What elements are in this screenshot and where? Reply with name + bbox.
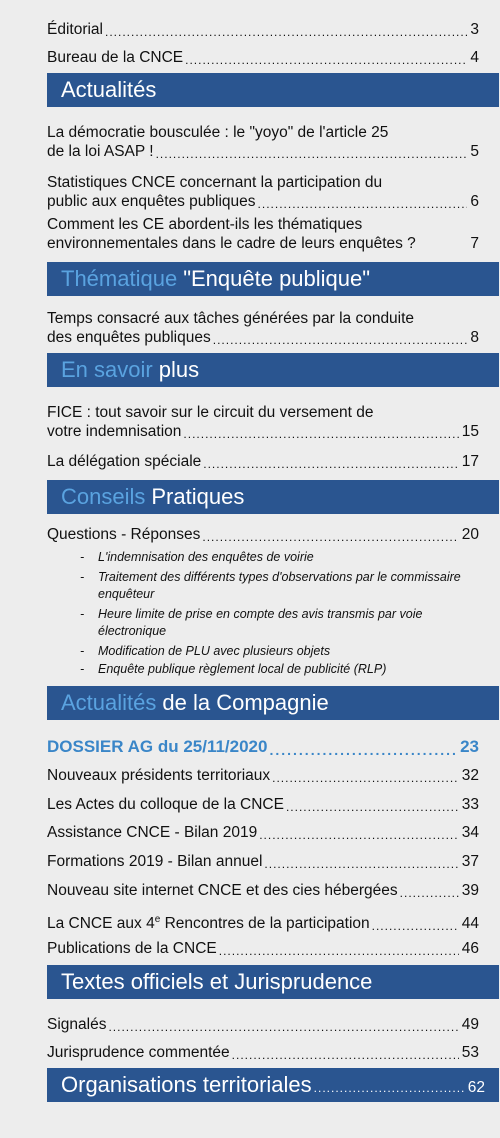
dash-bullet: - bbox=[80, 644, 85, 658]
entry-title: Assistance CNCE - Bilan 2019 bbox=[47, 824, 258, 841]
section-title: Actualités bbox=[61, 77, 157, 102]
entry-title: La CNCE aux 4e Rencontres de la participation bbox=[47, 914, 370, 933]
page-number: 33 bbox=[461, 796, 479, 813]
leader-dots bbox=[185, 53, 467, 67]
page-number: 32 bbox=[461, 767, 479, 784]
page-number: 5 bbox=[470, 143, 479, 160]
page-number: 15 bbox=[461, 423, 479, 440]
page-number: 62 bbox=[467, 1079, 485, 1096]
sub-entry-text: Heure limite de prise en compte des avis transmis par voie électronique bbox=[98, 607, 423, 638]
entry-title-line1: La démocratie bousculée : le "yoyo" de l'article 25 bbox=[47, 124, 389, 141]
entry-title: Éditorial bbox=[47, 21, 103, 38]
toc-entry-nouveau-site[interactable] bbox=[47, 881, 479, 900]
sub-entry-text: L'indemnisation des enquêtes de voirie bbox=[98, 550, 314, 564]
toc-entry-actes-colloque[interactable] bbox=[47, 795, 479, 814]
entry-title-line1: Statistiques CNCE concernant la participation du bbox=[47, 174, 383, 191]
toc-entry-temps-consacre[interactable] bbox=[47, 309, 479, 347]
toc-entry-formations[interactable] bbox=[47, 852, 479, 871]
entry-title-line2: public aux enquêtes publiques bbox=[47, 193, 256, 210]
dash-bullet: - bbox=[80, 607, 85, 621]
entry-title: Les Actes du colloque de la CNCE bbox=[47, 796, 284, 813]
page-number: 39 bbox=[461, 882, 479, 899]
page-number: 20 bbox=[461, 526, 479, 543]
leader-dots bbox=[372, 919, 459, 933]
leader-dots bbox=[272, 771, 459, 785]
leader-dots bbox=[232, 1048, 459, 1062]
page-number: 4 bbox=[470, 49, 479, 66]
entry-title: Publications de la CNCE bbox=[47, 940, 217, 957]
section-title: "Enquête publique" bbox=[183, 266, 371, 291]
section-title-light: Actualités bbox=[61, 690, 157, 715]
section-title: Organisations territoriales bbox=[61, 1072, 312, 1097]
page-number: 37 bbox=[461, 853, 479, 870]
leader-dots bbox=[264, 857, 458, 871]
page-number: 23 bbox=[460, 737, 479, 756]
entry-title-line2: de la loi ASAP ! bbox=[47, 143, 154, 160]
section-title: Textes officiels et Jurisprudence bbox=[61, 969, 373, 994]
section-header-organisations[interactable] bbox=[47, 1068, 499, 1102]
page-number: 53 bbox=[461, 1044, 479, 1061]
entry-title: Nouveaux présidents territoriaux bbox=[47, 767, 271, 784]
page-number: 7 bbox=[470, 235, 479, 252]
dash-bullet: - bbox=[80, 550, 85, 564]
section-title: Pratiques bbox=[151, 484, 245, 509]
entry-title-line2: votre indemnisation bbox=[47, 423, 182, 440]
section-header-textes-officiels bbox=[47, 965, 499, 999]
page-number: 6 bbox=[470, 193, 479, 210]
entry-title-line1: FICE : tout savoir sur le circuit du versement de bbox=[47, 404, 374, 421]
toc-entry-assistance[interactable] bbox=[47, 823, 479, 842]
entry-title: Signalés bbox=[47, 1016, 107, 1033]
leader-dots bbox=[183, 427, 458, 441]
page-number: 49 bbox=[461, 1016, 479, 1033]
section-header-en-savoir-plus bbox=[47, 353, 499, 387]
toc-entry-publications[interactable] bbox=[47, 939, 479, 958]
toc-entry-fice[interactable] bbox=[47, 403, 479, 441]
page-number: 17 bbox=[461, 453, 479, 470]
entry-title: Formations 2019 - Bilan annuel bbox=[47, 853, 263, 870]
toc-entry-thematiques-env[interactable] bbox=[47, 215, 479, 253]
section-title-light: En savoir bbox=[61, 357, 153, 382]
section-header-conseils-pratiques bbox=[47, 480, 499, 514]
toc-entry-questions-reponses[interactable] bbox=[47, 525, 479, 544]
page-number: 3 bbox=[470, 21, 479, 38]
page-number: 34 bbox=[461, 824, 479, 841]
section-title-light: Thématique bbox=[61, 266, 178, 291]
toc-entry-rencontres[interactable] bbox=[47, 910, 479, 933]
toc-entry-democratie[interactable] bbox=[47, 123, 479, 161]
toc-entry-jurisprudence[interactable] bbox=[47, 1043, 479, 1062]
section-header-actualites bbox=[47, 73, 499, 107]
toc-entry-bureau[interactable] bbox=[47, 48, 479, 67]
leader-dots bbox=[202, 530, 458, 544]
section-title-light: Conseils bbox=[61, 484, 146, 509]
leader-dots bbox=[219, 944, 459, 958]
section-header-thematique bbox=[47, 262, 499, 296]
entry-title: Jurisprudence commentée bbox=[47, 1044, 230, 1061]
section-header-actualites-compagnie bbox=[47, 686, 499, 720]
dash-bullet: - bbox=[80, 570, 85, 584]
leader-dots bbox=[108, 1020, 458, 1034]
leader-dots bbox=[203, 457, 458, 471]
toc-entry-editorial[interactable] bbox=[47, 20, 479, 39]
entry-title: Questions - Réponses bbox=[47, 526, 201, 543]
toc-entry-signales[interactable] bbox=[47, 1015, 479, 1034]
sub-entry-text: Modification de PLU avec plusieurs objets bbox=[98, 644, 331, 658]
toc-entry-presidents[interactable] bbox=[47, 766, 479, 785]
toc-entry-dossier-ag[interactable] bbox=[47, 737, 479, 757]
entry-title: Nouveau site internet CNCE et des cies hébergées bbox=[47, 882, 398, 899]
leader-dots bbox=[213, 333, 468, 347]
leader-dots bbox=[269, 743, 457, 757]
entry-title: DOSSIER AG du 25/11/2020 bbox=[47, 737, 268, 756]
dash-bullet: - bbox=[80, 662, 85, 676]
page-number: 44 bbox=[461, 915, 479, 933]
section-title: plus bbox=[158, 357, 200, 382]
entry-title-line1: Comment les CE abordent-ils les thématiques bbox=[47, 216, 363, 233]
entry-title: Bureau de la CNCE bbox=[47, 49, 184, 66]
leader-dots bbox=[286, 800, 459, 814]
leader-dots bbox=[156, 147, 468, 161]
toc-entry-statistiques[interactable] bbox=[47, 173, 479, 211]
entry-title: La délégation spéciale bbox=[47, 453, 202, 470]
page-number: 46 bbox=[461, 940, 479, 957]
section-title: de la Compagnie bbox=[162, 690, 329, 715]
entry-title-line2: environnementales dans le cadre de leurs enquêtes ? bbox=[47, 235, 416, 252]
sub-entry-text: Enquête publique règlement local de publicité (RLP) bbox=[98, 662, 387, 676]
sub-entry-text: Traitement des différents types d'observations par le commissaire enquêteur bbox=[98, 570, 461, 601]
entry-title-line1: Temps consacré aux tâches générées par la conduite bbox=[47, 310, 415, 327]
leader-dots bbox=[400, 886, 459, 900]
page-number: 8 bbox=[470, 329, 479, 346]
entry-title-line2: des enquêtes publiques bbox=[47, 329, 211, 346]
leader-dots bbox=[314, 1075, 466, 1095]
leader-dots bbox=[105, 25, 467, 39]
leader-dots bbox=[259, 828, 459, 842]
toc-entry-delegation[interactable] bbox=[47, 452, 479, 471]
leader-dots bbox=[258, 197, 468, 211]
